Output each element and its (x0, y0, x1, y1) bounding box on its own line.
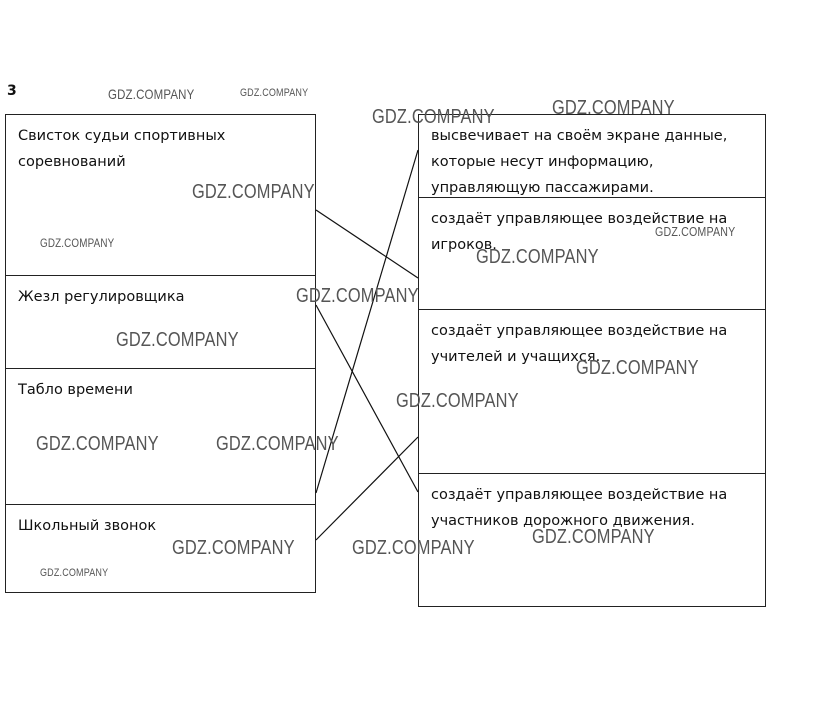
left-item-label: Свисток судьи спортивных соревнований (18, 128, 226, 170)
watermark: GDZ.COMPANY (192, 181, 315, 203)
watermark: GDZ.COMPANY (396, 390, 519, 412)
watermark: GDZ.COMPANY (40, 236, 115, 250)
watermark: GDZ.COMPANY (40, 567, 109, 579)
watermark: GDZ.COMPANY (532, 526, 655, 548)
watermark: GDZ.COMPANY (216, 433, 339, 455)
watermark: GDZ.COMPANY (116, 329, 239, 351)
watermark: GDZ.COMPANY (372, 106, 495, 128)
watermark: GDZ.COMPANY (352, 537, 475, 559)
watermark: GDZ.COMPANY (296, 285, 419, 307)
watermark: GDZ.COMPANY (552, 97, 675, 119)
watermark: GDZ.COMPANY (36, 433, 159, 455)
right-item-label: высвечивает на своём экране данные, которые несут информацию, управляющую пассажирами. (431, 128, 728, 196)
watermark: GDZ.COMPANY (108, 86, 195, 102)
watermark: GDZ.COMPANY (655, 224, 736, 239)
right-item-label: создаёт управляющее воздействие на участников дорожного движения. (431, 487, 728, 529)
left-item-label: Школьный звонок (18, 518, 157, 534)
task-number: 3 (7, 83, 17, 99)
left-item-label: Жезл регулировщика (18, 289, 185, 305)
watermark: GDZ.COMPANY (576, 357, 699, 379)
watermark: GDZ.COMPANY (172, 537, 295, 559)
right-item-label: создаёт управляющее воздействие на игроков. (431, 211, 728, 253)
watermark: GDZ.COMPANY (476, 246, 599, 268)
watermark: GDZ.COMPANY (240, 87, 309, 99)
left-item-label: Табло времени (18, 382, 133, 398)
right-item-label: создаёт управляющее воздействие на учителей и учащихся. (431, 323, 728, 365)
connection-whistle-players (316, 210, 418, 278)
